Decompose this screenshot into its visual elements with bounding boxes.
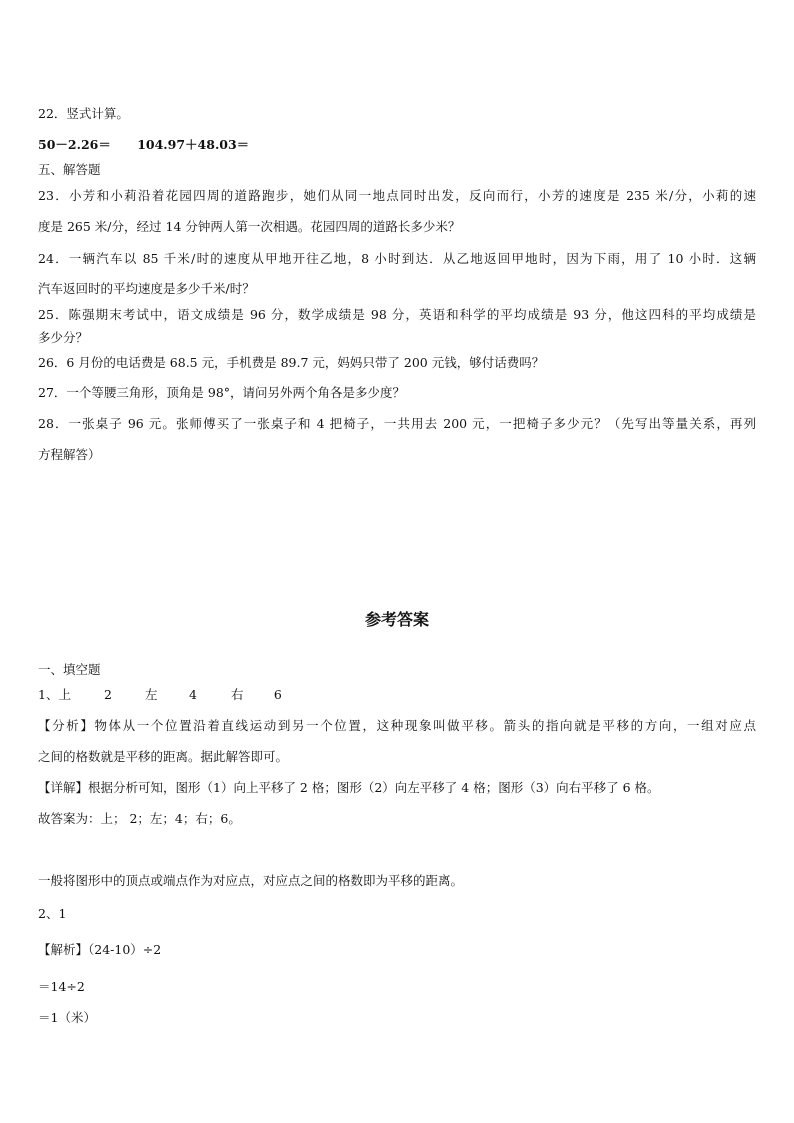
- q27: 27．一个等腰三角形，顶角是 98°，请问另外两个角各是多少度？: [38, 385, 406, 400]
- answer-1-item: 右: [230, 687, 244, 702]
- answer-1-final: 故答案为：上； 2；左；4；右；6。: [38, 811, 241, 826]
- q22-expressions: [38, 137, 249, 153]
- answer-1-analysis-line-1: 【分析】物体从一个位置沿着直线运动到另一个位置，这种现象叫做平移。箭头的指向就是平移的方向，一组对应点: [38, 718, 756, 733]
- q25-line-1: 25．陈强期末考试中，语文成绩是 96 分，数学成绩是 98 分，英语和科学的平均成绩是 93 分，他这四科的平均成绩是: [38, 307, 756, 322]
- answer-1-item: 4: [188, 687, 197, 702]
- answer-1-item: 左: [144, 687, 158, 702]
- q28-line-1: 28．一张桌子 96 元。张师傅买了一张桌子和 4 把椅子，一共用去 200 元，一把椅子多少元？（先写出等量关系，再列: [38, 416, 756, 431]
- answer-2-step-1: ＝14÷2: [38, 979, 85, 994]
- answer-1-item: 2: [103, 687, 112, 702]
- answers-section-1: 一、填空题: [38, 662, 101, 677]
- answer-2-heading: 2、1: [38, 906, 67, 921]
- answer-1-analysis-line-2: 之间的格数就是平移的距离。据此解答即可。: [38, 749, 289, 764]
- q22-title: 22．竖式计算。: [38, 106, 129, 121]
- answer-1-note: 一般将图形中的顶点或端点作为对应点，对应点之间的格数即为平移的距离。: [38, 873, 464, 888]
- section-5-heading: 五、解答题: [38, 162, 101, 177]
- answer-1-detail: 【详解】根据分析可知，图形（1）向上平移了 2 格；图形（2）向左平移了 4 格；图形（3）向右平移了 6 格。: [38, 780, 660, 795]
- q22-expr-a: 50－2.26＝: [38, 137, 111, 152]
- q24-line-2: 汽车返回时的平均速度是多少千米/时？: [38, 281, 255, 296]
- q26: 26．6 月份的电话费是 68.5 元，手机费是 89.7 元，妈妈只带了 200 元钱，够付话费吗？: [38, 355, 545, 370]
- answer-1-item: 6: [273, 687, 282, 702]
- answer-2-analysis: 【解析】（24-10）÷2: [38, 942, 162, 957]
- q23-line-2: 度是 265 米/分，经过 14 分钟两人第一次相遇。花园四周的道路长多少米？: [38, 219, 461, 234]
- answer-1-item: 1、上: [38, 687, 71, 702]
- q22-expr-b: 104.97＋48.03＝: [137, 137, 250, 152]
- answer-2-step-2: ＝1（米）: [38, 1010, 96, 1025]
- answer-1-items: [38, 687, 282, 703]
- q23-line-1: 23．小芳和小莉沿着花园四周的道路跑步，她们从同一地点同时出发，反向而行，小芳的速度是 235 米/分，小莉的速: [38, 188, 756, 203]
- q24-line-1: 24．一辆汽车以 85 千米/时的速度从甲地开往乙地，8 小时到达．从乙地返回甲地时，因为下雨，用了 10 小时．这辆: [38, 251, 756, 266]
- q25-line-2: 多少分？: [38, 330, 89, 345]
- answers-title: 参考答案: [364, 610, 429, 629]
- q28-line-2: 方程解答）: [38, 447, 101, 462]
